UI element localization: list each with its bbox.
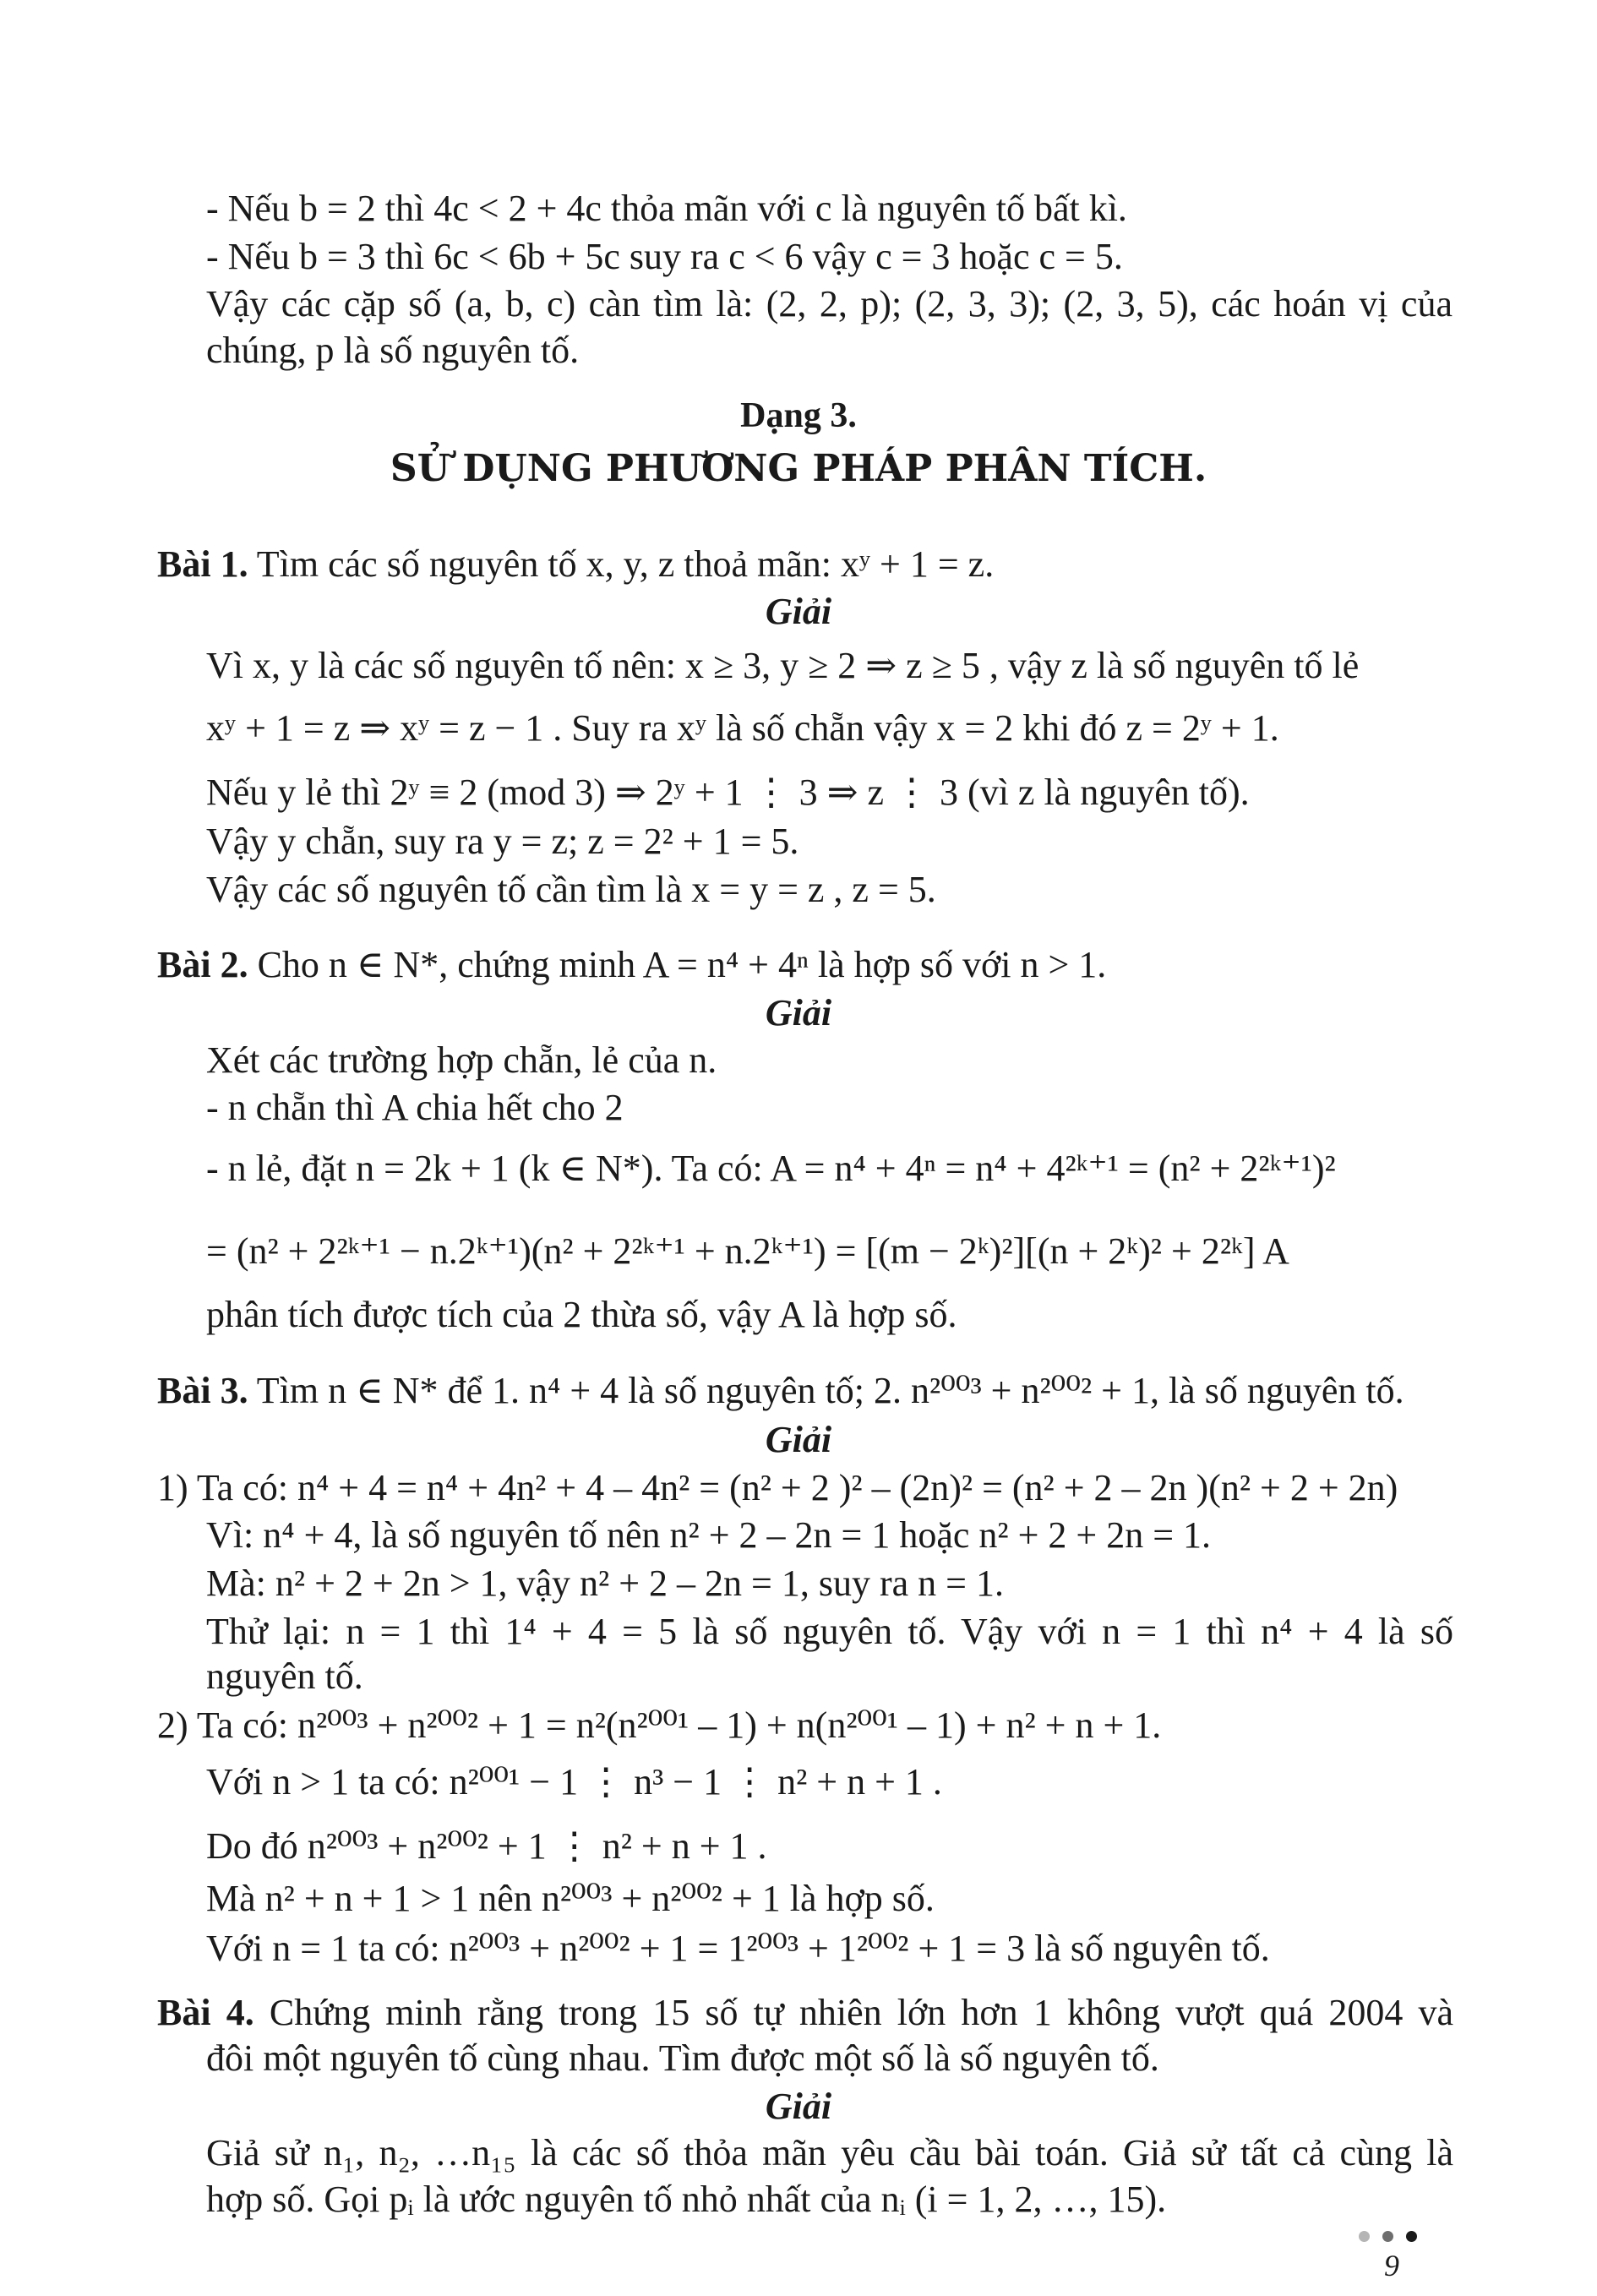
bai2-solution-line-2: - n chẵn thì A chia hết cho 2 [206,1087,624,1128]
page-number: 9 [1384,2249,1399,2282]
bai3-part1-line-4: Thử lại: n = 1 thì 1⁴ + 4 = 5 là số nguyên tố. Vậy với n = 1 thì n⁴ + 4 là số [206,1611,1453,1652]
bai1-solution-line-4: Vậy y chẵn, suy ra y = z; z = 2² + 1 = 5. [206,821,799,862]
page-ornament-dots [1357,2231,1433,2248]
bai2-label: Bài 2. [157,944,248,985]
bai4-problem-line-2: đôi một nguyên tố cùng nhau. Tìm được một số là số nguyên tố. [206,2037,1159,2079]
bai2-solution-line-3: - n lẻ, đặt n = 2k + 1 (k ∈ N*). Ta có: A = n⁴ + 4ⁿ = n⁴ + 4²ᵏ⁺¹ = (n² + 2²ᵏ⁺¹)² [206,1148,1336,1189]
bai3-problem [157,1369,1404,1413]
bai3-part1-line-2: Vì: n⁴ + 4, là số nguyên tố nên n² + 2 – 2n = 1 hoặc n² + 2 + 2n = 1. [206,1514,1212,1556]
bai3-label: Bài 3. [157,1370,248,1411]
bai1-problem-text: Tìm các số nguyên tố x, y, z thoả mãn: xʸ + 1 = z. [256,543,995,585]
bai2-problem [157,943,1106,987]
bai3-part2-line-3: Do đó n²⁰⁰³ + n²⁰⁰² + 1 ⋮ n² + n + 1 . [206,1825,767,1867]
intro-line-3: Vậy các cặp số (a, b, c) càn tìm là: (2, 2, p); (2, 3, 3); (2, 3, 5), các hoán vị của [206,283,1453,324]
bai1-solution-line-5: Vậy các số nguyên tố cần tìm là x = y = z , z = 5. [206,869,936,910]
bai3-part1-line-5: nguyên tố. [206,1655,363,1697]
bai3-part1-line-3: Mà: n² + 2 + 2n > 1, vậy n² + 2 – 2n = 1, suy ra n = 1. [206,1562,1004,1604]
bai1-solution-line-1: Vì x, y là các số nguyên tố nên: x ≥ 3, y ≥ 2 ⇒ z ≥ 5 , vậy z là số nguyên tố lẻ [206,645,1360,686]
bai2-giai-heading: Giải [765,992,832,1033]
bai4-solution-line-2: hợp số. Gọi pᵢ là ước nguyên tố nhỏ nhất của nᵢ (i = 1, 2, …, 15). [206,2179,1167,2220]
bai1-label: Bài 1. [157,543,248,585]
intro-line-1: - Nếu b = 2 thì 4c < 2 + 4c thỏa mãn với c là nguyên tố bất kì. [206,188,1127,229]
ornament-dot [1382,2231,1393,2242]
bai2-problem-text: Cho n ∈ N*, chứng minh A = n⁴ + 4ⁿ là hợp số với n > 1. [257,944,1107,985]
ornament-dot [1406,2231,1417,2242]
bai3-part2-line-2: Với n > 1 ta có: n²⁰⁰¹ − 1 ⋮ n³ − 1 ⋮ n² + n + 1 . [206,1761,942,1802]
bai3-giai-heading: Giải [765,1419,832,1460]
section-label: Dạng 3. [740,396,857,435]
bai4-giai-heading: Giải [765,2086,832,2127]
bai4-solution-line-1: Giả sử n₁, n₂, …n₁₅ là các số thỏa mãn yêu cầu bài toán. Giả sử tất cả cùng là [206,2132,1453,2173]
section-title: SỬ DỤNG PHƯƠNG PHÁP PHÂN TÍCH. [390,447,1207,490]
bai4-problem-line-1 [157,1991,1453,2035]
bai4-label: Bài 4. [157,1992,254,2033]
bai1-problem [157,543,994,586]
bai3-part1-line-1: 1) Ta có: n⁴ + 4 = n⁴ + 4n² + 4 – 4n² = (n² + 2 )² – (2n)² = (n² + 2 – 2n )(n² + 2 + 2n) [157,1467,1398,1508]
bai2-solution-line-5: phân tích được tích của 2 thừa số, vậy A là hợp số. [206,1294,957,1335]
bai3-part2-line-4: Mà n² + n + 1 > 1 nên n²⁰⁰³ + n²⁰⁰² + 1 là hợp số. [206,1878,935,1919]
bai2-solution-line-1: Xét các trường hợp chẵn, lẻ của n. [206,1039,717,1081]
bai3-problem-text: Tìm n ∈ N* để 1. n⁴ + 4 là số nguyên tố; 2. n²⁰⁰³ + n²⁰⁰² + 1, là số nguyên tố. [256,1370,1404,1411]
intro-line-4: chúng, p là số nguyên tố. [206,330,580,371]
bai1-solution-line-2: xʸ + 1 = z ⇒ xʸ = z − 1 . Suy ra xʸ là số chẵn vậy x = 2 khi đó z = 2ʸ + 1. [206,707,1279,749]
intro-line-2: - Nếu b = 3 thì 6c < 6b + 5c suy ra c < 6 vậy c = 3 hoặc c = 5. [206,236,1123,277]
ornament-dot [1359,2231,1370,2242]
bai3-part2-line-1: 2) Ta có: n²⁰⁰³ + n²⁰⁰² + 1 = n²(n²⁰⁰¹ – 1) + n(n²⁰⁰¹ – 1) + n² + n + 1. [157,1704,1162,1746]
bai1-solution-line-3: Nếu y lẻ thì 2ʸ ≡ 2 (mod 3) ⇒ 2ʸ + 1 ⋮ 3 ⇒ z ⋮ 3 (vì z là nguyên tố). [206,772,1250,813]
bai4-problem-text-1: Chứng minh rằng trong 15 số tự nhiên lớn hơn 1 không vượt quá 2004 và [269,1992,1454,2033]
bai2-solution-line-4: = (n² + 2²ᵏ⁺¹ − n.2ᵏ⁺¹)(n² + 2²ᵏ⁺¹ + n.2ᵏ⁺¹) = [(m − 2ᵏ)²][(n + 2ᵏ)² + 2²ᵏ] A [206,1230,1289,1272]
bai3-part2-line-5: Với n = 1 ta có: n²⁰⁰³ + n²⁰⁰² + 1 = 1²⁰⁰³ + 1²⁰⁰² + 1 = 3 là số nguyên tố. [206,1928,1270,1969]
bai1-giai-heading: Giải [765,591,832,632]
